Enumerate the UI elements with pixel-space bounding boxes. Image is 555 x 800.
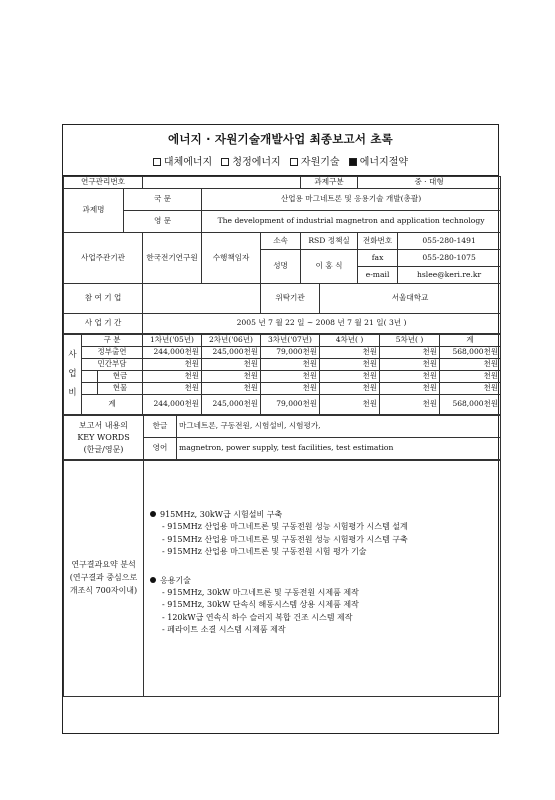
kor-title-label: 국 문: [124, 189, 202, 211]
budget-cell: 천원: [380, 383, 440, 395]
budget-table: [63, 334, 501, 415]
checkbox-icon: [221, 158, 229, 166]
keywords-table: [63, 415, 501, 460]
budget-cell: 천원: [380, 395, 440, 415]
budget-cell: 244,000천원: [143, 395, 202, 415]
budget-cell: 천원: [261, 383, 320, 395]
category-renewable[interactable]: 대체에너지: [153, 157, 212, 168]
budget-row-label: 현물: [98, 383, 143, 395]
consign-value: 서울대학교: [320, 284, 501, 314]
summary-item: - 915MHz, 30kW 마그네트론 및 구동전원 시제품 제작: [162, 587, 359, 597]
summary-item: - 915MHz 산업용 마그네트론 및 구동전원 시험 평가 기술: [162, 547, 367, 557]
budget-cell: 천원: [380, 347, 440, 359]
summary-item: - 915MHz 산업용 마그네트론 및 구동전원 성능 시험평가 시스템 설계: [162, 522, 408, 532]
checkbox-icon: [290, 158, 298, 166]
bullet-icon: [150, 577, 156, 583]
budget-cell: 천원: [380, 371, 440, 383]
kor-title-value: 산업용 마그네트론 및 응용기술 개발(총괄): [202, 189, 501, 211]
keywords-label: 보고서 내용의 KEY WORDS (한글/영문): [64, 416, 144, 460]
period-value: 2005 년 7 월 22 일 ~ 2008 년 7 월 21 일( 3년 ): [143, 314, 501, 334]
email-value: hslee@keri.re.kr: [398, 267, 501, 284]
participant-label: 참 여 기 업: [64, 284, 143, 314]
budget-cell: 천원: [261, 371, 320, 383]
checkbox-icon: [153, 158, 161, 166]
budget-header-year1: 1차년('05년): [143, 335, 202, 347]
budget-cell: 천원: [440, 371, 501, 383]
report-abstract-form: [62, 124, 499, 734]
budget-cell: 79,000천원: [261, 395, 320, 415]
task-class-label: 과제구분: [301, 177, 358, 189]
budget-side-label: 사 업 비: [64, 335, 82, 415]
budget-cell: 천원: [440, 359, 501, 371]
summary-item: - 915MHz, 30kW 단속식 해동시스템 상용 시제품 제작: [162, 600, 359, 610]
budget-row-label: 현금: [98, 371, 143, 383]
keywords-eng-value: magnetron, power supply, test facilities, test estimation: [177, 438, 501, 460]
checkbox-checked-icon: [349, 158, 357, 166]
mgmt-no-label: 연구관리번호: [64, 177, 143, 189]
budget-cell: 천원: [380, 359, 440, 371]
budget-spacer: [82, 383, 98, 395]
keywords-kor-label: 한글: [144, 416, 177, 438]
budget-row-label: 민간부담: [82, 359, 143, 371]
budget-spacer: [82, 371, 98, 383]
budget-cell: 천원: [143, 383, 202, 395]
category-clean[interactable]: 청정에너지: [221, 157, 280, 168]
org-value: 한국전기연구원: [143, 233, 202, 284]
fax-label: fax: [358, 250, 398, 267]
fax-value: 055-280-1075: [398, 250, 501, 267]
budget-row-label: 정부출연: [82, 347, 143, 359]
budget-row-label: 계: [82, 395, 143, 415]
budget-header-year2: 2차년('06년): [202, 335, 261, 347]
summary-item: - 915MHz 산업용 마그네트론 및 구동전원 성능 시험평가 시스템 구축: [162, 534, 408, 544]
summary-label: 연구결과요약 분석 (연구결과 중심으로 개조식 700자이내): [64, 461, 144, 697]
budget-header-total: 계: [440, 335, 501, 347]
phone-label: 전화번호: [358, 233, 398, 250]
budget-cell: 245,000천원: [202, 347, 261, 359]
category-checkboxes: [63, 153, 498, 168]
summary-section-head: 915MHz, 30kW급 시험설비 구축: [150, 509, 496, 521]
budget-cell: 79,000천원: [261, 347, 320, 359]
task-class-value: 중 · 대형: [358, 177, 501, 189]
summary-table: [63, 460, 501, 697]
info-table: [63, 176, 501, 334]
pi-label: 수행책임자: [202, 233, 261, 284]
period-label: 사 업 기 간: [64, 314, 143, 334]
name-label: 성명: [261, 250, 301, 284]
form-header: [63, 125, 498, 176]
budget-cell: 천원: [202, 359, 261, 371]
summary-item: - 120kW급 연속식 하수 슬러지 복합 건조 시스템 제작: [162, 612, 353, 622]
budget-header-year3: 3차년('07년): [261, 335, 320, 347]
phone-value: 055-280-1491: [398, 233, 501, 250]
budget-cell: 568,000천원: [440, 347, 501, 359]
keywords-eng-label: 영어: [144, 438, 177, 460]
budget-cell: 천원: [320, 383, 380, 395]
budget-header-year5: 5차년( ): [380, 335, 440, 347]
category-saving[interactable]: 에너지절약: [349, 157, 408, 168]
budget-cell: 천원: [440, 383, 501, 395]
budget-cell: 245,000천원: [202, 395, 261, 415]
affiliation-label: 소속: [261, 233, 301, 250]
category-resource[interactable]: 자원기술: [290, 157, 340, 168]
org-label: 사업주관기관: [64, 233, 143, 284]
budget-header-category: 구 분: [82, 335, 143, 347]
eng-title-value: The development of industrial magnetron and application technology: [202, 211, 501, 233]
budget-cell: 천원: [202, 371, 261, 383]
budget-cell: 천원: [261, 359, 320, 371]
budget-cell: 천원: [320, 359, 380, 371]
email-label: e-mail: [358, 267, 398, 284]
eng-title-label: 영 문: [124, 211, 202, 233]
consign-label: 위탁기관: [261, 284, 320, 314]
budget-header-year4: 4차년( ): [320, 335, 380, 347]
budget-cell: 천원: [320, 395, 380, 415]
budget-cell: 244,000천원: [143, 347, 202, 359]
mgmt-no-value: [143, 177, 301, 189]
form-title: 에너지 · 자원기술개발사업 최종보고서 초록: [168, 132, 393, 146]
budget-cell: 천원: [143, 359, 202, 371]
task-name-label: 과제명: [64, 189, 124, 233]
summary-section-head: 응용기술: [150, 575, 496, 587]
bullet-icon: [150, 511, 156, 517]
budget-cell: 천원: [320, 371, 380, 383]
summary-item: - 페라이트 소결 시스템 시제품 제작: [162, 625, 286, 635]
budget-cell: 천원: [320, 347, 380, 359]
summary-content: [144, 461, 501, 697]
affiliation-value: RSD 정책실: [301, 233, 358, 250]
keywords-kor-value: 마그네트론, 구동전원, 시험설비, 시험평가,: [177, 416, 501, 438]
budget-cell: 568,000천원: [440, 395, 501, 415]
budget-cell: 천원: [202, 383, 261, 395]
name-value: 이 홍 식: [301, 250, 358, 284]
participant-value: [143, 284, 261, 314]
budget-cell: 천원: [143, 371, 202, 383]
